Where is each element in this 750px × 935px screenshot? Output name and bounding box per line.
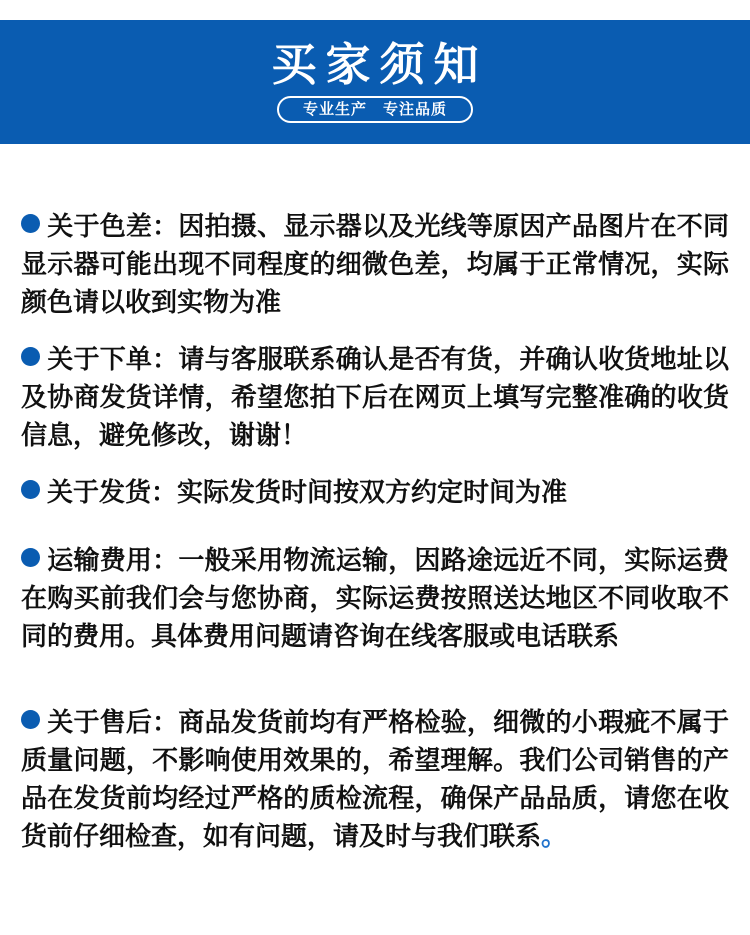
bullet-icon (21, 710, 40, 729)
bullet-icon (21, 214, 40, 233)
notice-list (0, 144, 750, 855)
notice-color-difference (21, 207, 729, 321)
page-title: 买家须知 (271, 39, 488, 90)
quality-badge: 专业生产 专注品质 (277, 96, 473, 123)
notice-ordering (21, 340, 729, 454)
notice-after-sales (21, 703, 729, 855)
notice-text: 关于下单：请与客服联系确认是否有货，并确认收货地址以及协商发货详情，希望您拍下后在网页上填写完整准确的收货信息，避免修改，谢谢！ (21, 344, 729, 450)
notice-text: 运输费用：一般采用物流运输，因路途远近不同，实际运费在购买前我们会与您协商，实际运费按照送达地区不同收取不同的费用。具体费用问题请咨询在线客服或电话联系 (21, 545, 729, 651)
bullet-icon (21, 548, 40, 567)
notice-text: 关于售后：商品发货前均有严格检验，细微的小瑕疵不属于质量问题，不影响使用效果的，希望理解。我们公司销售的产品在发货前均经过严格的质检流程，确保产品品质，请您在收货前仔细检查，如有问题，请及时与我们联系 (21, 707, 729, 851)
bullet-icon (21, 480, 40, 499)
notice-text: 关于色差：因拍摄、显示器以及光线等原因产品图片在不同显示器可能出现不同程度的细微色差，均属于正常情况，实际颜色请以收到实物为准 (21, 211, 729, 317)
header-banner (0, 20, 750, 144)
bullet-icon (21, 347, 40, 366)
notice-text: 关于发货：实际发货时间按双方约定时间为准 (47, 477, 568, 507)
notice-shipping-time (21, 473, 729, 511)
notice-ending-period: 。 (541, 821, 568, 851)
notice-freight-cost (21, 541, 729, 655)
